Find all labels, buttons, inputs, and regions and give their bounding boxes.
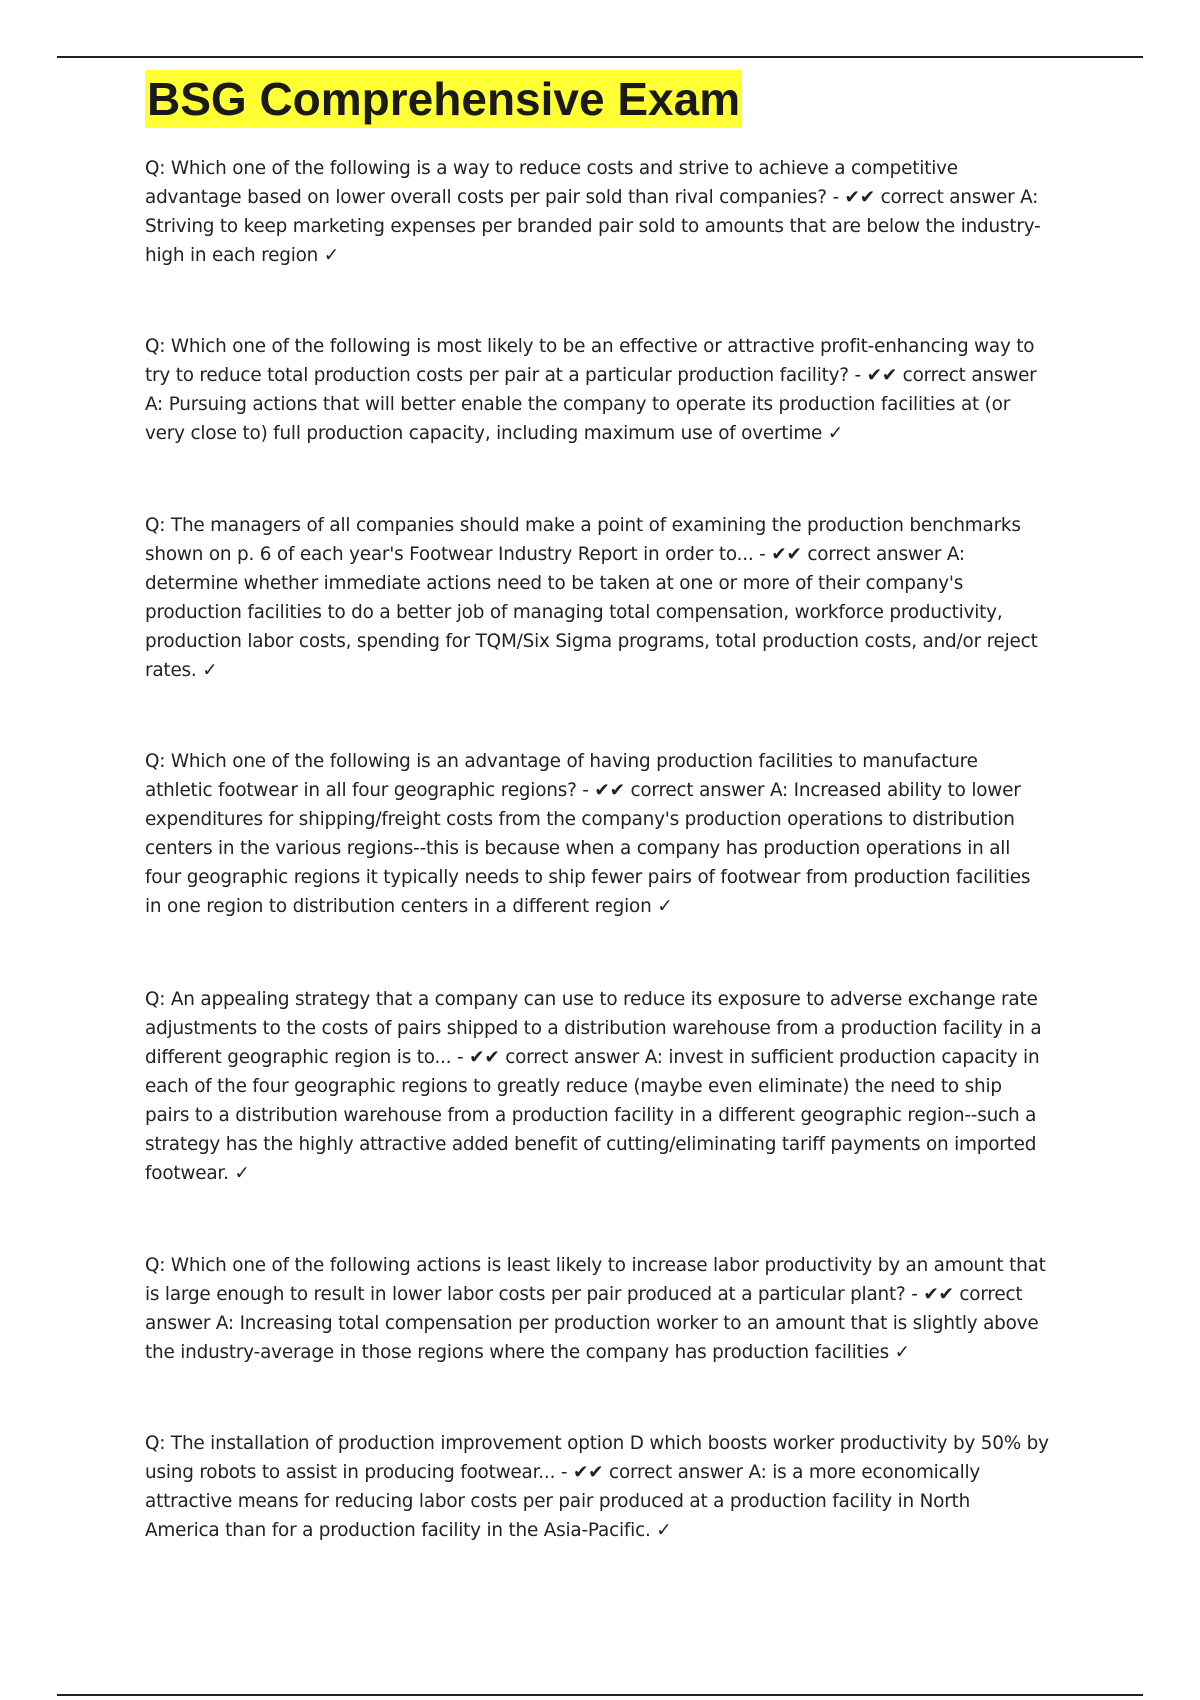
double-check-icon: ✔✔ (844, 187, 875, 208)
check-icon: ✓ (822, 423, 844, 444)
qa-item (145, 985, 1050, 1188)
question-text: Q: Which one of the following is an advantage of having production facilities to manufacture athletic footwear in all four geographic regions? (145, 751, 978, 801)
question-text: Q: Which one of the following is a way to reduce costs and strive to achieve a competitive advantage based on lower overall costs per pair sold than rival companies? (145, 158, 958, 208)
separator: - (826, 187, 845, 208)
question-text: Q: Which one of the following is most likely to be an effective or attractive profit-enhancing way to try to reduce total production costs per pair at a particular production facility? (145, 336, 1035, 386)
separator: - (848, 365, 867, 386)
question-text: Q: The installation of production improvement option D which boosts worker productivity by 50% by using robots to assist in producing footwear... (145, 1433, 1049, 1483)
answer-text: correct answer A: Pursuing actions that will better enable the company to operate its production facilities at (or very close to) full production capacity, including maximum use of overtime (145, 365, 1037, 444)
qa-item (145, 511, 1050, 685)
qa-item (145, 1429, 1050, 1545)
check-icon: ✓ (318, 245, 339, 266)
check-icon: ✓ (888, 1342, 910, 1363)
top-rule (57, 56, 1143, 58)
check-icon: ✓ (650, 1520, 672, 1541)
double-check-icon: ✔✔ (866, 365, 898, 386)
title-container (145, 70, 742, 128)
separator: - (555, 1462, 573, 1483)
qa-item (145, 1251, 1050, 1367)
qa-item (145, 154, 1050, 270)
answer-text: correct answer A: Striving to keep marketing expenses per branded pair sold to amounts that are below the industry-high in each region (145, 187, 1041, 266)
separator: - (451, 1047, 470, 1068)
answer-text: correct answer A: is a more economically attractive means for reducing labor costs per pair produced at a production facility in North America than for a production facility in the Asia-Pacific. (145, 1462, 981, 1541)
question-text: Q: The managers of all companies should make a point of examining the production benchmarks shown on p. 6 of each year's Footwear Industry Report in order to... (145, 515, 1021, 565)
double-check-icon: ✔✔ (771, 544, 802, 565)
double-check-icon: ✔✔ (572, 1462, 604, 1483)
qa-item (145, 332, 1050, 448)
answer-text: correct answer A: invest in sufficient production capacity in each of the four geographic regions to greatly reduce (maybe even eliminate) the need to ship pairs to a distribution warehouse from a production facility in a different geographic region--such a strategy has the highly attractive added benefit of cutting/eliminating tariff payments on imported footwear. (145, 1047, 1040, 1184)
check-icon: ✓ (651, 896, 673, 917)
document-title: BSG Comprehensive Exam (145, 70, 742, 128)
answer-text: correct answer A: determine whether immediate actions need to be taken at one or more of their company's production facilities to do a better job of managing total compensation, workforce productivity, production labor costs, spending for TQM/Six Sigma programs, total production costs, and/or reject rates. (145, 544, 1038, 681)
double-check-icon: ✔✔ (594, 780, 625, 801)
separator: - (905, 1284, 924, 1305)
answer-text: correct answer A: Increased ability to lower expenditures for shipping/freight costs from the company's production operations to distribution centers in the various regions--this is because when a company has production operations in all four geographic regions it typically needs to ship fewer pairs of footwear from production facilities in one region to distribution centers in a different region (145, 780, 1031, 917)
answer-text: correct answer A: Increasing total compensation per production worker to an amount that is slightly above the industry-average in those regions where the company has production facilities (145, 1284, 1039, 1363)
double-check-icon: ✔✔ (469, 1047, 500, 1068)
separator: - (576, 780, 595, 801)
bottom-rule (57, 1694, 1143, 1696)
question-text: Q: An appealing strategy that a company can use to reduce its exposure to adverse exchange rate adjustments to the costs of pairs shipped to a distribution warehouse from a production facility in a different geographic region is to... (145, 989, 1042, 1068)
double-check-icon: ✔✔ (923, 1284, 954, 1305)
separator: - (753, 544, 772, 565)
check-icon: ✓ (196, 660, 218, 681)
qa-item (145, 747, 1050, 921)
check-icon: ✓ (228, 1163, 250, 1184)
question-text: Q: Which one of the following actions is least likely to increase labor productivity by an amount that is large enough to result in lower labor costs per pair produced at a particular plant? (145, 1255, 1046, 1305)
